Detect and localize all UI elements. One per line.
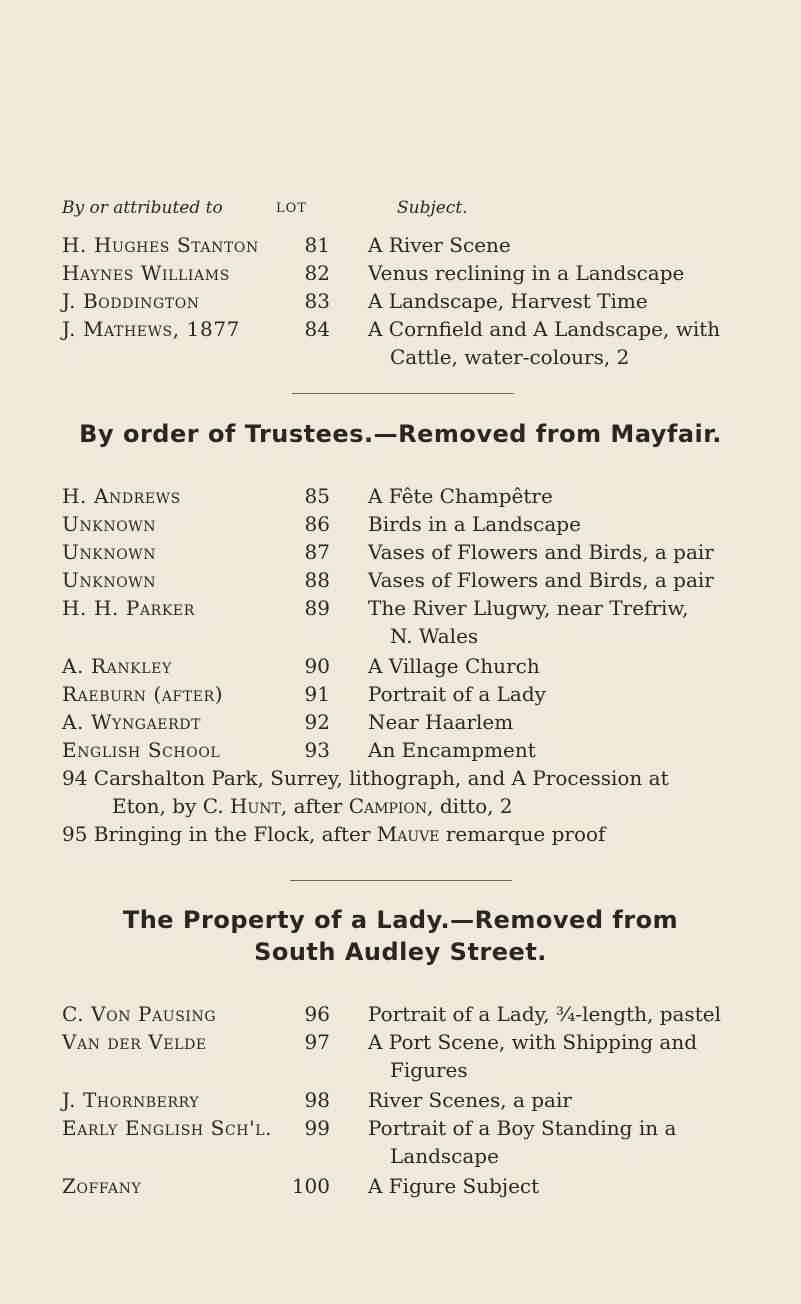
- lot-number: 89: [304, 596, 330, 620]
- lot-artist: Haynes Williams: [62, 261, 230, 285]
- lot-artist: H. Andrews: [62, 484, 181, 508]
- lot-94-text-b: , after: [280, 794, 349, 818]
- lot-number: 99: [304, 1116, 330, 1140]
- lot-subject: Portrait of a Boy Standing in a: [368, 1116, 677, 1140]
- divider: [292, 393, 514, 394]
- lot-number: 91: [304, 682, 330, 706]
- lot-number: 96: [304, 1002, 330, 1026]
- lot-95-line: [62, 820, 605, 848]
- section-title-line2: South Audley Street.: [254, 938, 547, 966]
- lot-number: 81: [304, 233, 330, 257]
- section-title: By order of Trustees.—Removed from Mayfair.: [79, 420, 722, 448]
- lot-94-hunt: Hunt: [230, 794, 281, 818]
- section-title-line1: The Property of a Lady.—Removed from: [122, 906, 679, 934]
- lot-artist: Unknown: [62, 568, 157, 592]
- lot-95-text-b: remarque proof: [439, 822, 606, 846]
- lot-94-campion: Campion: [348, 794, 428, 818]
- lot-number: 85: [304, 484, 330, 508]
- lot-number: 93: [304, 738, 330, 762]
- lot-subject: A Fête Champêtre: [368, 484, 553, 508]
- lot-subject: A Figure Subject: [368, 1174, 540, 1198]
- lot-subject: An Encampment: [368, 738, 536, 762]
- lot-number: 88: [304, 568, 330, 592]
- lot-subject: Birds in a Landscape: [368, 512, 581, 536]
- lot-subject: A Landscape, Harvest Time: [368, 289, 648, 313]
- lot-subject: Portrait of a Lady: [368, 682, 546, 706]
- lot-artist: Early English Sch'l.: [62, 1116, 273, 1140]
- lot-subject: A Village Church: [368, 654, 540, 678]
- lot-artist: J. Thornberry: [62, 1088, 200, 1112]
- lot-subject-continued: Cattle, water-colours, 2: [390, 345, 630, 369]
- lot-95-text-a: 95 Bringing in the Flock, after: [62, 822, 377, 846]
- lot-subject: Venus reclining in a Landscape: [368, 261, 685, 285]
- lot-subject: A Cornfield and A Landscape, with: [368, 317, 721, 341]
- lot-artist: J. Mathews, 1877: [62, 317, 240, 341]
- lot-number: 100: [291, 1174, 330, 1198]
- lot-number: 97: [304, 1030, 330, 1054]
- lot-artist: J. Boddington: [62, 289, 200, 313]
- lot-artist: A. Rankley: [62, 654, 172, 678]
- lot-94-line2: [112, 792, 513, 820]
- lot-artist: English School: [62, 738, 221, 762]
- lot-subject: A Port Scene, with Shipping and: [368, 1030, 698, 1054]
- lot-subject: The River Llugwy, near Trefriw,: [368, 596, 689, 620]
- lot-subject-continued: N. Wales: [390, 624, 479, 648]
- lot-94-text-a: Eton, by C.: [112, 794, 231, 818]
- lot-subject: Near Haarlem: [368, 710, 514, 734]
- lot-94-line1: 94 Carshalton Park, Surrey, lithograph, and A Procession at: [62, 766, 669, 790]
- lot-subject: Vases of Flowers and Birds, a pair: [368, 568, 714, 592]
- lot-artist: A. Wyngaerdt: [62, 710, 202, 734]
- lot-subject: A River Scene: [368, 233, 511, 257]
- lot-subject: Portrait of a Lady, ¾-length, pastel: [368, 1002, 721, 1026]
- lot-subject-continued: Landscape: [390, 1144, 499, 1168]
- lot-95-mauve: Mauve: [376, 822, 440, 846]
- lot-subject: River Scenes, a pair: [368, 1088, 572, 1112]
- lot-artist: Unknown: [62, 540, 157, 564]
- lot-artist: C. Von Pausing: [62, 1002, 217, 1026]
- lot-number: 84: [304, 317, 330, 341]
- lot-number: 86: [304, 512, 330, 536]
- lot-subject: Vases of Flowers and Birds, a pair: [368, 540, 714, 564]
- lot-number: 92: [304, 710, 330, 734]
- lot-94-text-c: , ditto, 2: [427, 794, 513, 818]
- divider: [290, 880, 512, 881]
- lot-artist: H. Hughes Stanton: [62, 233, 259, 257]
- column-header-subject: Subject.: [397, 198, 468, 218]
- lot-number: 90: [304, 654, 330, 678]
- lot-number: 87: [304, 540, 330, 564]
- lot-artist: Unknown: [62, 512, 157, 536]
- lot-artist: Van der Velde: [62, 1030, 207, 1054]
- lot-artist: Raeburn (after): [62, 682, 224, 706]
- lot-number: 98: [304, 1088, 330, 1112]
- lot-subject-continued: Figures: [390, 1058, 468, 1082]
- column-header-artist: By or attributed to: [62, 198, 223, 218]
- lot-number: 83: [304, 289, 330, 313]
- lot-artist: Zoffany: [62, 1174, 142, 1198]
- column-header-lot: LOT: [276, 201, 307, 216]
- lot-artist: H. H. Parker: [62, 596, 195, 620]
- lot-number: 82: [304, 261, 330, 285]
